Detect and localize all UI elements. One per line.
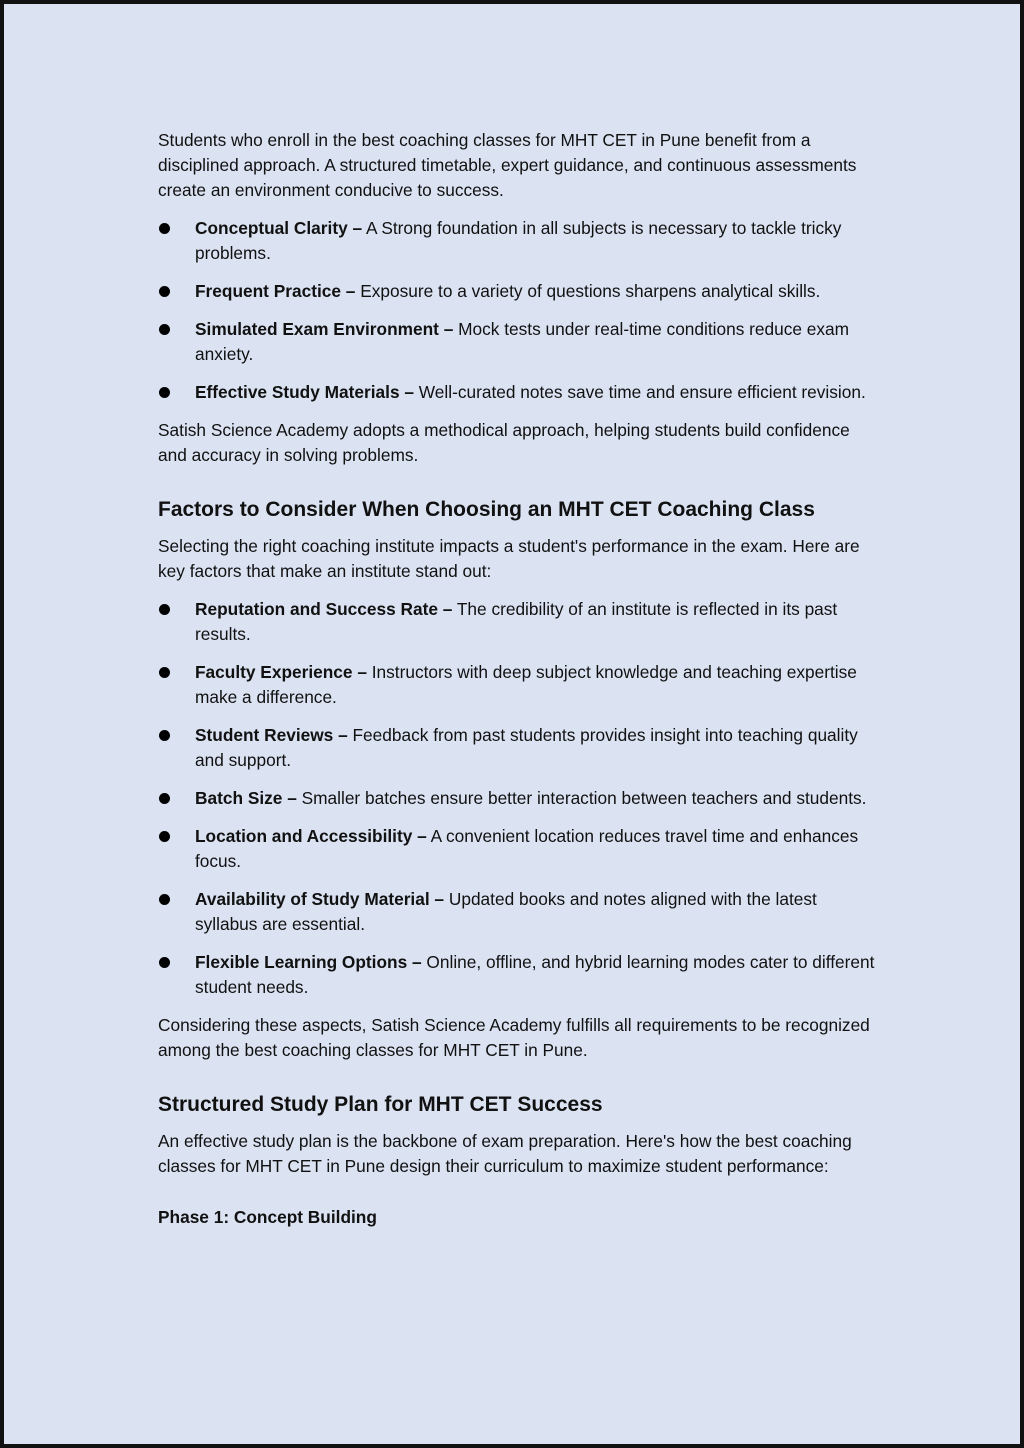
item-text: Feedback from past students provides insight into teaching quality and support. (195, 725, 858, 770)
list-item (158, 786, 878, 811)
bullet-icon (159, 387, 170, 398)
bullet-icon (159, 604, 170, 615)
bullet-icon (159, 793, 170, 804)
item-text: A Strong foundation in all subjects is necessary to tackle tricky problems. (195, 218, 842, 263)
bullet-icon (159, 730, 170, 741)
bullet-icon (159, 286, 170, 297)
list-item (158, 216, 878, 266)
item-term: Reputation and Success Rate – (195, 599, 453, 619)
bullet-icon (159, 894, 170, 905)
item-term: Location and Accessibility – (195, 826, 427, 846)
benefits-list (158, 216, 878, 405)
bullet-icon (159, 667, 170, 678)
factors-list (158, 597, 878, 1000)
list-item (158, 279, 878, 304)
academy-paragraph: Satish Science Academy adopts a methodical approach, helping students build confidence and accuracy in solving problems. (158, 420, 850, 465)
factors-intro: Selecting the right coaching institute impacts a student's performance in the exam. Here are key factors that make an institute stand out: (158, 536, 860, 581)
list-item (158, 380, 878, 405)
item-term: Availability of Study Material – (195, 889, 445, 909)
item-term: Conceptual Clarity – (195, 218, 363, 238)
bullet-icon (159, 223, 170, 234)
item-term: Effective Study Materials – (195, 382, 414, 402)
list-item (158, 317, 878, 367)
item-term: Flexible Learning Options – (195, 952, 422, 972)
item-text: Updated books and notes aligned with the latest syllabus are essential. (195, 889, 817, 934)
item-text: Online, offline, and hybrid learning modes cater to different student needs. (195, 952, 875, 997)
item-term: Faculty Experience – (195, 662, 367, 682)
intro-paragraph: Students who enroll in the best coaching classes for MHT CET in Pune benefit from a disciplined approach. A structured timetable, expert guidance, and continuous assessments create an environment conducive to success. (158, 130, 857, 200)
item-text: Mock tests under real-time conditions reduce exam anxiety. (195, 319, 850, 364)
study-plan-heading: Structured Study Plan for MHT CET Success (158, 1093, 603, 1116)
list-item (158, 950, 878, 1000)
bullet-icon (159, 324, 170, 335)
factors-heading: Factors to Consider When Choosing an MHT CET Coaching Class (158, 498, 815, 521)
document-content (158, 128, 878, 1230)
item-term: Student Reviews – (195, 725, 348, 745)
item-term: Simulated Exam Environment – (195, 319, 454, 339)
item-text: Smaller batches ensure better interaction between teachers and students. (296, 788, 867, 808)
bullet-icon (159, 831, 170, 842)
list-item (158, 887, 878, 937)
list-item (158, 660, 878, 710)
item-text: A convenient location reduces travel time and enhances focus. (195, 826, 859, 871)
item-text: The credibility of an institute is reflected in its past results. (195, 599, 838, 644)
list-item (158, 824, 878, 874)
item-text: Instructors with deep subject knowledge and teaching expertise make a difference. (195, 662, 857, 707)
item-term: Frequent Practice – (195, 281, 356, 301)
item-term: Batch Size – (195, 788, 297, 808)
item-text: Exposure to a variety of questions sharpens analytical skills. (355, 281, 821, 301)
factors-conclusion: Considering these aspects, Satish Science Academy fulfills all requirements to be recognized among the best coaching classes for MHT CET in Pune. (158, 1015, 870, 1060)
item-text: Well-curated notes save time and ensure efficient revision. (413, 382, 866, 402)
list-item (158, 597, 878, 647)
list-item (158, 723, 878, 773)
bullet-icon (159, 957, 170, 968)
study-plan-intro: An effective study plan is the backbone of exam preparation. Here's how the best coaching classes for MHT CET in Pune design their curriculum to maximize student performance: (158, 1131, 852, 1176)
phase1-heading: Phase 1: Concept Building (158, 1207, 377, 1227)
